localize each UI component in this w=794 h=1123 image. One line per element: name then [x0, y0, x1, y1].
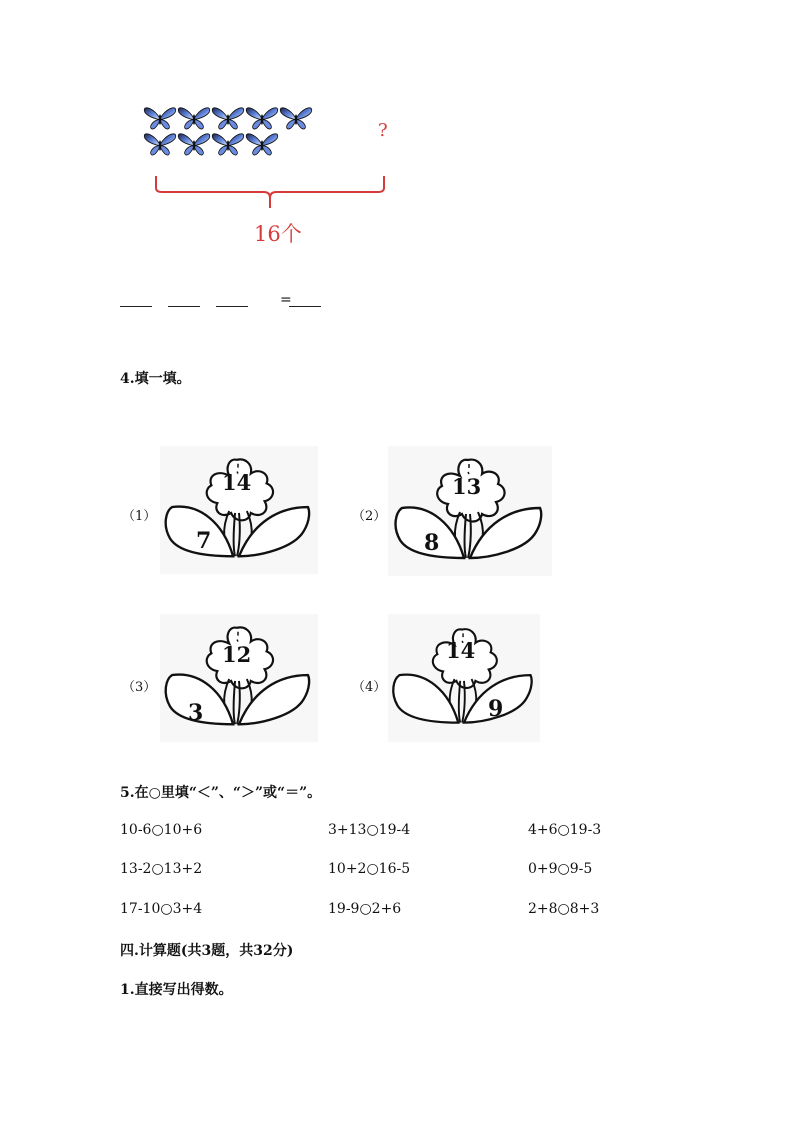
flower-number: 14 [446, 638, 476, 663]
comparison-item[interactable]: 19-9○2+6 [328, 901, 402, 917]
item-label-1: （1） [122, 509, 157, 524]
butterfly-icon [143, 106, 313, 132]
comparison-item[interactable]: 17-10○3+4 [120, 901, 203, 917]
equals-sign: = [280, 292, 292, 308]
flower-figure-2 [388, 446, 552, 576]
comparison-item[interactable]: 10-6○10+6 [120, 822, 203, 838]
item-label-4: （4） [352, 680, 387, 695]
comparison-item[interactable]: 0+9○9-5 [528, 861, 593, 877]
flower-figure-1 [160, 446, 318, 574]
item-label-3: （3） [122, 680, 157, 695]
leaf-number: 9 [488, 696, 504, 722]
question-4-title: 4.填一填。 [120, 371, 191, 387]
flower-icon [160, 446, 318, 574]
flower-figure-3 [160, 614, 318, 742]
flower-number: 14 [222, 470, 252, 495]
answer-blank-result[interactable] [289, 306, 321, 307]
question-5-title: 5.在○里填“＜”、“＞”或“＝”。 [120, 785, 322, 801]
flower-icon [388, 446, 552, 576]
section-title: 四.计算题(共3题，共32分) [120, 943, 294, 959]
total-brace [152, 174, 392, 212]
item-label-2: （2） [352, 509, 387, 524]
comparison-item[interactable]: 3+13○19-4 [328, 822, 411, 838]
flower-icon [160, 614, 318, 742]
butterfly-icon [143, 132, 283, 158]
flower-number: 13 [452, 474, 482, 499]
answer-blank-2[interactable] [168, 306, 200, 307]
comparison-item[interactable]: 4+6○19-3 [528, 822, 602, 838]
butterfly-row-1 [143, 106, 313, 132]
answer-blank-3[interactable] [216, 306, 248, 307]
comparison-item[interactable]: 2+8○8+3 [528, 901, 600, 917]
flower-icon [388, 614, 540, 742]
question-mark: ? [378, 120, 388, 141]
leaf-number: 3 [188, 700, 204, 726]
leaf-number: 8 [424, 530, 440, 556]
butterfly-row-2 [143, 132, 283, 158]
flower-figure-4 [388, 614, 540, 742]
answer-blank-1[interactable] [120, 306, 152, 307]
flower-number: 12 [222, 642, 252, 667]
question-1-title: 1.直接写出得数。 [120, 982, 233, 998]
comparison-item[interactable]: 10+2○16-5 [328, 861, 411, 877]
leaf-number: 7 [196, 528, 212, 554]
total-label: 16个 [254, 222, 302, 246]
comparison-item[interactable]: 13-2○13+2 [120, 861, 203, 877]
